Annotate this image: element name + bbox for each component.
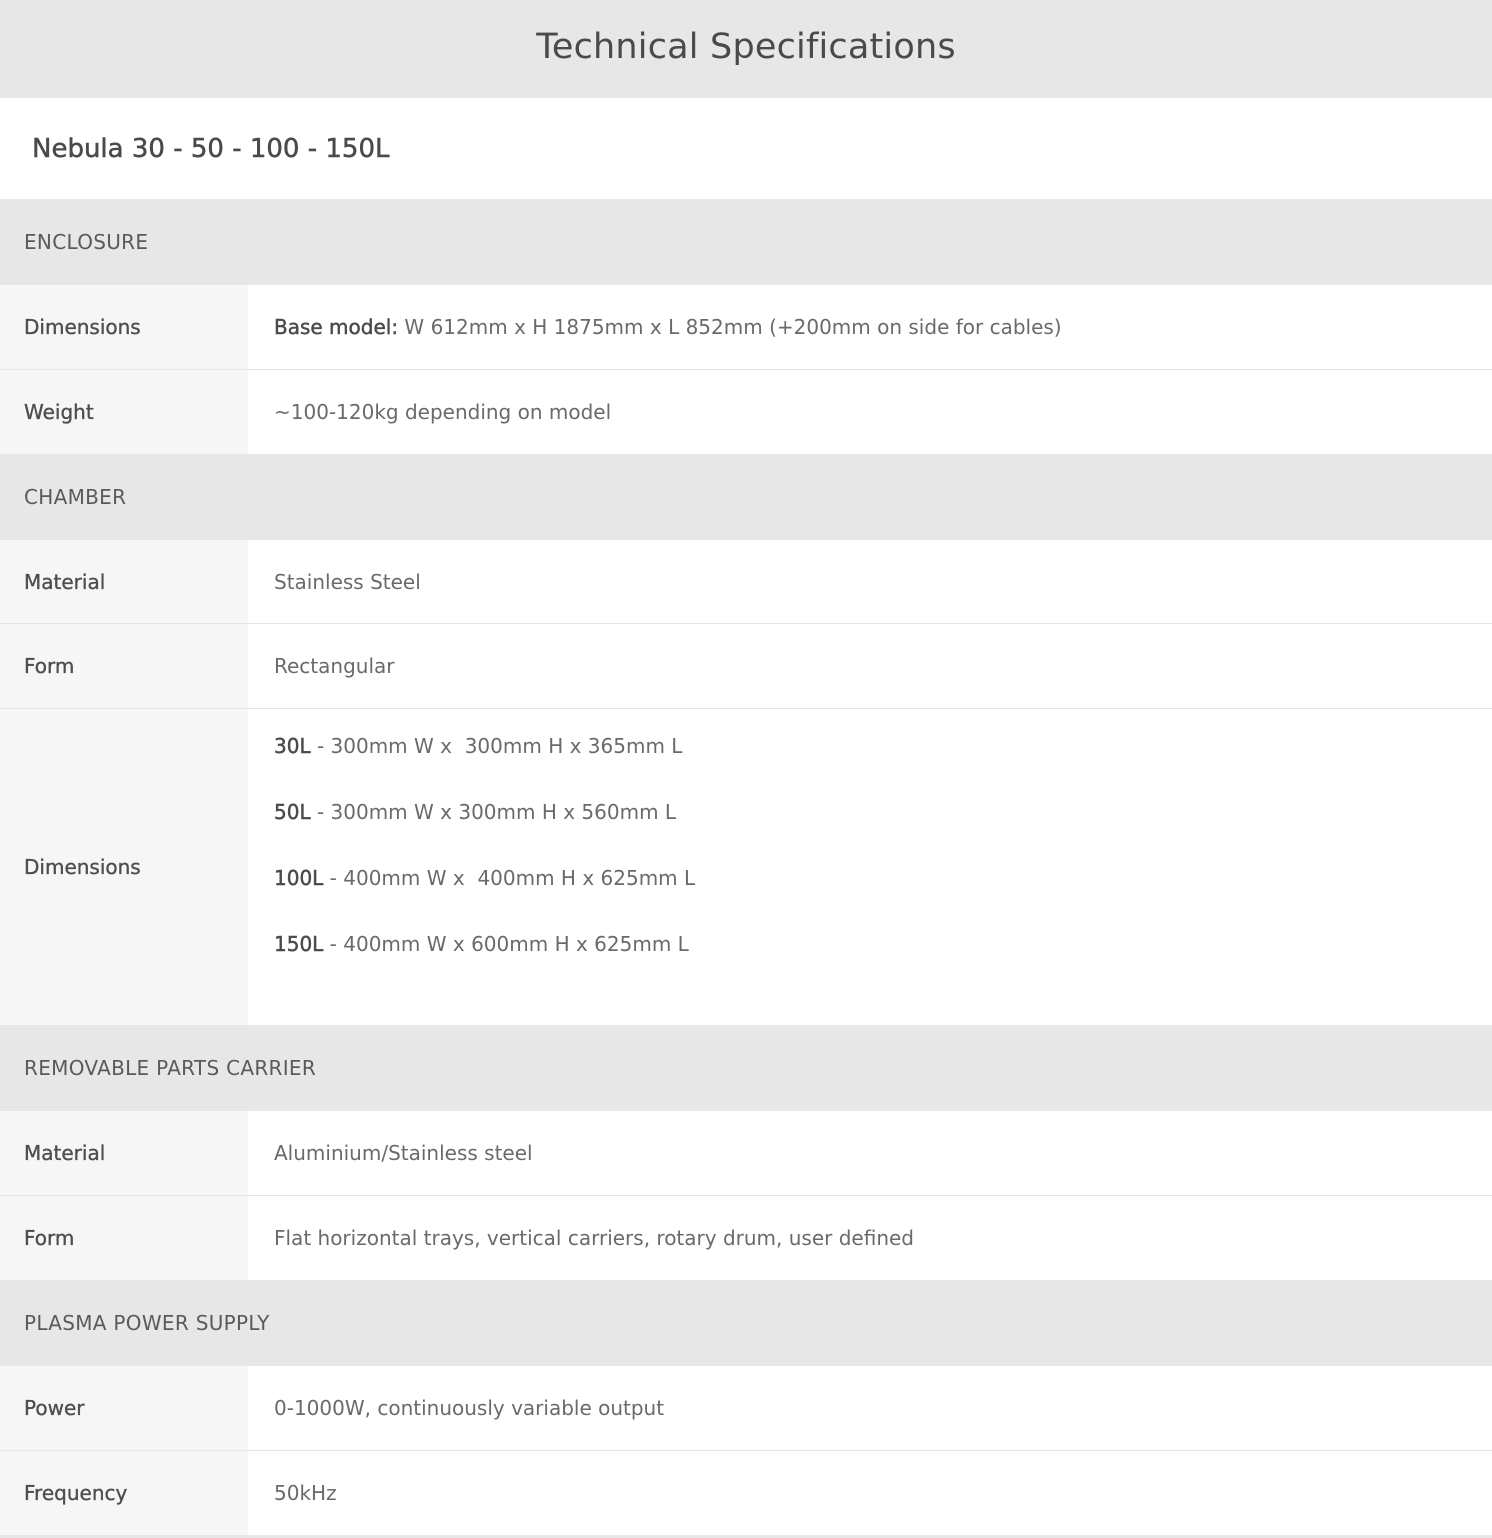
- spec-label: Power: [0, 1366, 248, 1450]
- spec-value: [248, 285, 1492, 369]
- spec-row-power: [0, 1366, 1492, 1451]
- spec-label: Material: [0, 1111, 248, 1195]
- spec-value: Rectangular: [274, 654, 395, 678]
- spec-row-frequency: [0, 1451, 1492, 1535]
- chamber-size-value: - 300mm W x 300mm H x 365mm L: [310, 734, 683, 758]
- spec-row-enclosure-dimensions: [0, 285, 1492, 370]
- spec-row-enclosure-weight: [0, 370, 1492, 454]
- spec-row-chamber-material: [0, 540, 1492, 624]
- chamber-size-value: - 400mm W x 400mm H x 625mm L: [323, 866, 696, 890]
- spec-value: Aluminium/Stainless steel: [274, 1141, 533, 1165]
- model-title: Nebula 30 - 50 - 100 - 150L: [32, 133, 390, 164]
- spec-label: Frequency: [0, 1451, 248, 1535]
- chamber-size-value: - 400mm W x 600mm H x 625mm L: [323, 932, 689, 956]
- chamber-dimension-item: [274, 734, 682, 800]
- page-header: [0, 0, 1492, 98]
- spec-value: 0-1000W, continuously variable output: [274, 1396, 665, 1420]
- section-header-power: PLASMA POWER SUPPLY: [0, 1280, 1492, 1366]
- section-header-chamber: CHAMBER: [0, 454, 1492, 540]
- spec-row-chamber-form: [0, 624, 1492, 709]
- spec-label: Material: [0, 540, 248, 623]
- spec-label: Dimensions: [0, 285, 248, 369]
- chamber-size-key: 50L: [274, 800, 311, 824]
- spec-value: ~100-120kg depending on model: [274, 400, 612, 424]
- spec-value-text: W 612mm x H 1875mm x L 852mm (+200mm on side for cables): [398, 315, 1062, 339]
- spec-value: 50kHz: [274, 1481, 337, 1505]
- chamber-size-key: 30L: [274, 734, 311, 758]
- spec-value: Flat horizontal trays, vertical carriers, rotary drum, user defined: [274, 1226, 914, 1250]
- section-header-enclosure: ENCLOSURE: [0, 199, 1492, 285]
- page-title: Technical Specifications: [536, 27, 956, 67]
- model-title-row: [0, 98, 1492, 199]
- spec-row-chamber-dimensions: [0, 709, 1492, 1025]
- spec-label: Weight: [0, 370, 248, 454]
- spec-row-carrier-material: [0, 1111, 1492, 1196]
- chamber-dimension-item: [274, 932, 689, 998]
- spec-label: Form: [0, 1196, 248, 1280]
- chamber-size-key: 150L: [274, 932, 324, 956]
- chamber-size-key: 100L: [274, 866, 324, 890]
- spec-label: Form: [0, 624, 248, 708]
- spec-label: Dimensions: [0, 709, 248, 1025]
- spec-value-list: [248, 709, 1492, 1025]
- spec-value-key: Base model:: [274, 315, 399, 339]
- section-header-carrier: REMOVABLE PARTS CARRIER: [0, 1025, 1492, 1111]
- spec-value: Stainless Steel: [274, 569, 421, 594]
- chamber-size-value: - 300mm W x 300mm H x 560mm L: [310, 800, 677, 824]
- spec-row-carrier-form: [0, 1196, 1492, 1280]
- chamber-dimension-item: [274, 866, 695, 932]
- chamber-dimension-item: [274, 800, 676, 866]
